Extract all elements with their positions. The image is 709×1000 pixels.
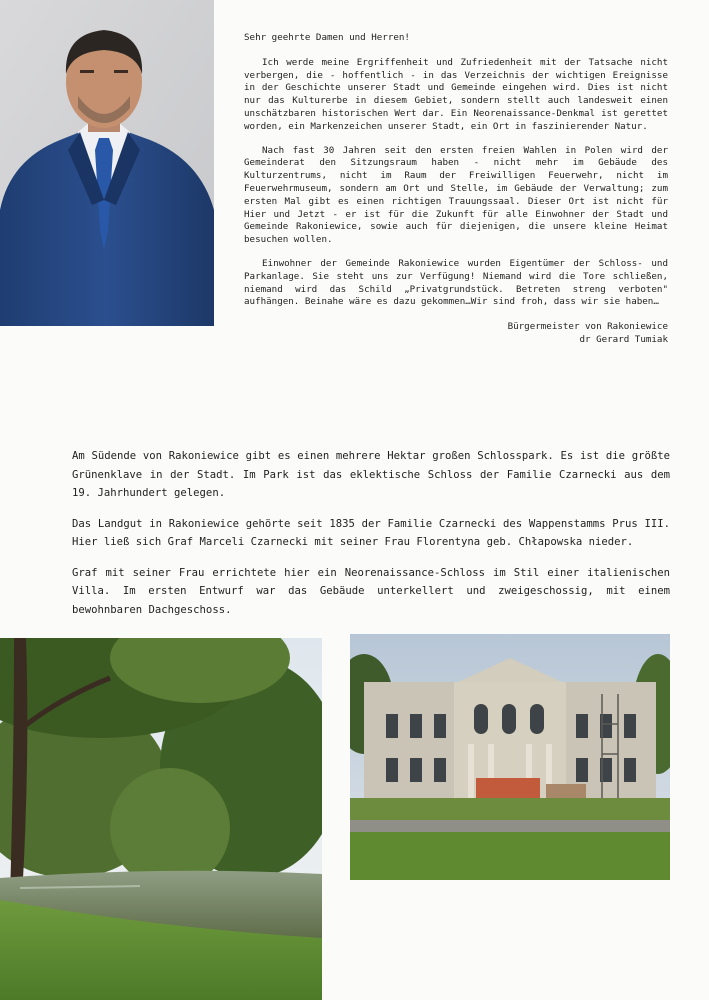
mayor-letter — [244, 32, 668, 347]
mayor-portrait-photo — [0, 0, 214, 326]
signature-name: dr Gerard Tumiak — [579, 333, 668, 345]
letter-signature — [244, 321, 668, 347]
article-paragraph: Das Landgut in Rakoniewice gehörte seit 1835 der Familie Czarnecki des Wappenstamms Prus III. Hier ließ sich Graf Marceli Czarnecki mit seiner Frau Florentyna geb. Chłapowska nieder. — [72, 517, 670, 548]
article-paragraph: Am Südende von Rakoniewice gibt es einen mehrere Hektar großen Schlosspark. Es ist die größte Grünenklave in der Stadt. Im Park ist das eklektische Schloss der Familie Czarnecki aus dem 19. Jahrhundert gelegen. — [72, 450, 670, 499]
article-body — [72, 447, 670, 631]
palace-photo — [350, 634, 670, 880]
park-pond-photo — [0, 638, 322, 1000]
letter-paragraph: Einwohner der Gemeinde Rakoniewice wurden Eigentümer der Schloss- und Parkanlage. Sie steht uns zur Verfügung! Niemand wird die Tore schließen, niemand wird das Schild „Privatgrundstück. Betreten streng verboten" aufhängen. Beinahe wäre es dazu gekommen…Wir sind froh, dass wir sie haben… — [244, 257, 668, 308]
article-paragraph: Graf mit seiner Frau errichtete hier ein Neorenaissance-Schloss im Stil einer italienischen Villa. Im ersten Entwurf war das Gebäude unterkellert und zweigeschossig, mit einem bewohnbaren Dachgeschoss. — [72, 566, 670, 616]
letter-paragraph: Nach fast 30 Jahren seit den ersten freien Wahlen in Polen wird der Gemeinderat den Sitzungsraum haben - nicht mehr im Gebäude des Kulturzentrums, nicht im Raum der Freiwilligen Feuerwehr, nicht im Feuerwehrmuseum, sondern am Ort und Stelle, im Gebäude der Verwaltung; zum ersten Mal gibt es einen richtigen Trauungssaal. Dieser Ort ist nicht für Hier und Jetzt - er ist für die Zukunft für alle Einwohner der Stadt und Gemeinde Rakoniewice, sowie auch für diejenigen, die unsere kleine Heimat besuchen wollen. — [244, 144, 668, 246]
letter-greeting: Sehr geehrte Damen und Herren! — [244, 32, 410, 43]
letter-paragraph: Ich werde meine Ergriffenheit und Zufriedenheit mit der Tatsache nicht verbergen, die - hoffentlich - in das Verzeichnis der wichtigen Ereignisse in der Geschichte unserer Stadt und Gemeinde eingehen wird. Dies ist nicht nur das Kulturerbe in diesem Gebiet, sondern stellt auch landesweit einen unschätzbaren historischen Wert dar. Ein Neorenaissance-Denkmal ist gerettet worden, ein Markenzeichen unserer Stadt, ein Ort in faszinierender Natur. — [244, 56, 668, 132]
signature-title: Bürgermeister von Rakoniewice — [507, 321, 668, 333]
